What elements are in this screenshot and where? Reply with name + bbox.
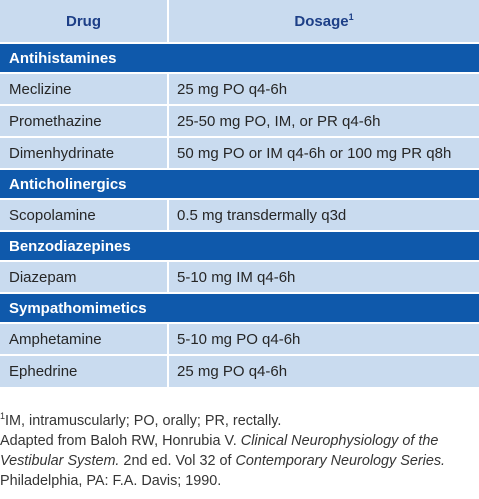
table-row	[0, 199, 479, 231]
header-drug: Drug	[0, 0, 168, 43]
drug-cell: Promethazine	[0, 105, 168, 137]
category-label: Antihistamines	[0, 43, 479, 73]
drug-cell: Scopolamine	[0, 199, 168, 231]
dosage-cell: 50 mg PO or IM q4-6h or 100 mg PR q8h	[168, 137, 479, 169]
source-citation	[0, 431, 479, 491]
category-row-sympathomimetics	[0, 293, 479, 323]
dosage-cell: 25 mg PO q4-6h	[168, 73, 479, 105]
citation-book-title: Clinical Neurophysiology of the Vestibular System.	[0, 433, 439, 469]
category-row-antihistamines	[0, 43, 479, 73]
footnote-text: IM, intramuscularly; PO, orally; PR, rectally.	[5, 413, 282, 429]
table-row	[0, 73, 479, 105]
dosage-cell: 0.5 mg transdermally q3d	[168, 199, 479, 231]
drug-cell: Diazepam	[0, 261, 168, 293]
drug-cell: Ephedrine	[0, 355, 168, 387]
drug-cell: Dimenhydrinate	[0, 137, 168, 169]
citation-middle: 2nd ed. Vol 32 of	[119, 453, 236, 469]
category-row-benzodiazepines	[0, 231, 479, 261]
dosage-footnote-marker: 1	[348, 11, 354, 22]
dosage-cell: 5-10 mg PO q4-6h	[168, 323, 479, 355]
table-row	[0, 261, 479, 293]
table-row	[0, 355, 479, 387]
category-label: Anticholinergics	[0, 169, 479, 199]
dosage-cell: 25-50 mg PO, IM, or PR q4-6h	[168, 105, 479, 137]
drug-cell: Meclizine	[0, 73, 168, 105]
footnote-marker: 1	[0, 411, 6, 422]
category-row-anticholinergics	[0, 169, 479, 199]
category-label: Benzodiazepines	[0, 231, 479, 261]
drug-cell: Amphetamine	[0, 323, 168, 355]
citation-suffix: Philadelphia, PA: F.A. Davis; 1990.	[0, 473, 222, 489]
table-header-row	[0, 0, 479, 43]
citation-series-title: Contemporary Neurology Series.	[235, 453, 446, 469]
table-row	[0, 323, 479, 355]
citation-prefix: Adapted from Baloh RW, Honrubia V.	[0, 433, 241, 449]
dosage-cell: 25 mg PO q4-6h	[168, 355, 479, 387]
table-footnotes	[0, 411, 479, 491]
table-row	[0, 105, 479, 137]
header-dosage: Dosage$^1$	[168, 0, 479, 43]
dosage-cell: 5-10 mg IM q4-6h	[168, 261, 479, 293]
table-row	[0, 137, 479, 169]
category-label: Sympathomimetics	[0, 293, 479, 323]
abbreviation-footnote	[0, 411, 479, 431]
